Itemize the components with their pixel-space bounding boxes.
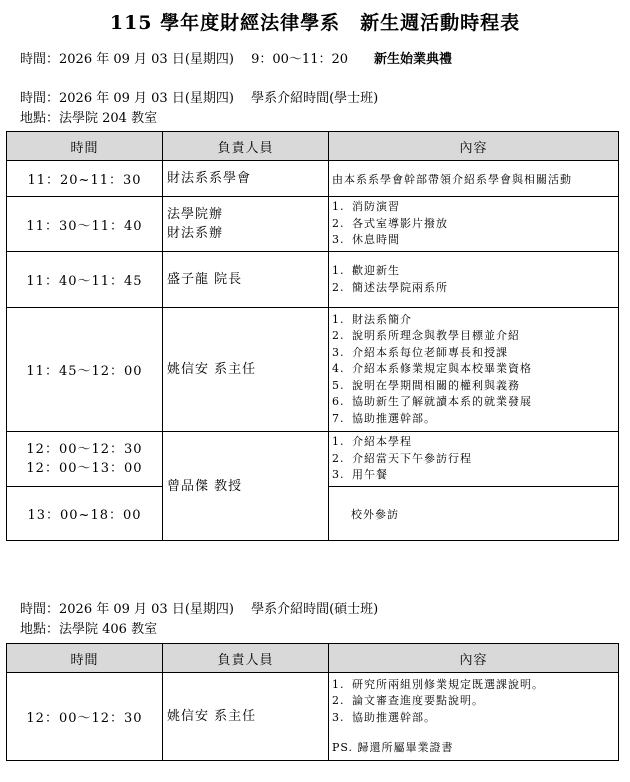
row-person [163, 308, 329, 432]
header-time: 時間 [7, 132, 163, 161]
list-item: 1. 研究所兩組別修業規定既選課說明。 [332, 677, 544, 691]
list-item: 4. 介紹本系修業規定與本校畢業資格 [332, 362, 532, 376]
row-time: 11：45～12：00 [7, 308, 163, 432]
row-content [329, 432, 619, 487]
row-content [329, 308, 619, 432]
person-name: 曾品傑 教授 [167, 478, 243, 494]
list-item: 2. 論文審查進度要點說明。 [332, 694, 484, 708]
header-time: 時間 [7, 644, 163, 673]
row-content [329, 161, 619, 197]
master-schedule-table [6, 643, 619, 761]
list-item: 5. 說明在學期間相關的權利與義務 [332, 378, 520, 392]
list-item: 7. 協助推選幹部。 [332, 411, 436, 425]
table-header-row [7, 644, 619, 673]
row-content [329, 673, 619, 761]
list-item: 1. 歡迎新生 [332, 264, 400, 277]
list-item: 3. 介紹本系每位老師專長和授課 [332, 345, 508, 359]
person-name: 財法系辦 [167, 226, 224, 241]
table-row [7, 197, 619, 252]
person-name: 姚信安 系主任 [167, 362, 257, 377]
header-person: 負責人員 [163, 644, 329, 673]
master-time-line: 時間：2026 年 09 月 03 日(星期四) 學系介紹時間(碩士班) [20, 602, 379, 617]
header-content: 內容 [329, 644, 619, 673]
table-row [7, 673, 619, 761]
content-text: 由本系系學會幹部帶領介紹系學會與相關活動 [332, 172, 572, 186]
bachelor-time-line: 時間：2026 年 09 月 03 日(星期四) 學系介紹時間(學士班) [20, 91, 379, 106]
list-item: 1. 財法系簡介 [332, 312, 412, 326]
header-content: 內容 [329, 132, 619, 161]
opening-time: 時間：2026 年 09 月 03 日(星期四) 9：00～11：20 [20, 52, 349, 67]
list-item: 2. 簡述法學院兩系所 [332, 280, 448, 294]
row-time: 13：00~18：00 [7, 487, 163, 541]
content-text: 校外參訪 [351, 507, 399, 521]
list-item: 6. 協助新生了解就讀本系的就業發展 [332, 395, 532, 409]
page-title: 115 學年度財經法律學系 新生週活動時程表 [109, 12, 521, 34]
person-name: 財法系系學會 [167, 171, 252, 186]
row-content [329, 252, 619, 308]
list-item: 1. 介紹本學程 [332, 435, 412, 449]
list-item: 2. 各式室導影片撥放 [332, 216, 448, 230]
row-time [7, 432, 163, 487]
list-item: 3. 休息時間 [332, 233, 400, 247]
table-header-row [7, 132, 619, 161]
opening-event: 新生始業典禮 [374, 52, 453, 67]
header-person: 負責人員 [163, 132, 329, 161]
row-person [163, 197, 329, 252]
table-row [7, 432, 619, 487]
time-line: 12：00～13：00 [26, 461, 143, 476]
row-person [163, 252, 329, 308]
bachelor-location-line: 地點：法學院 204 教室 [20, 111, 158, 126]
table-row [7, 308, 619, 432]
row-person [163, 161, 329, 197]
person-name: 姚信安 系主任 [167, 709, 257, 724]
table-row [7, 252, 619, 308]
row-time: 11：30～11：40 [7, 197, 163, 252]
list-item: 2. 介紹當天下午參訪行程 [332, 451, 472, 465]
row-time: 12：00～12：30 [7, 673, 163, 761]
row-content [329, 487, 619, 541]
row-time: 11：40～11：45 [7, 252, 163, 308]
table-row [7, 161, 619, 197]
list-item: 2. 說明系所理念與教學目標並介紹 [332, 329, 520, 343]
ps-note: PS. 歸還所屬畢業證書 [332, 741, 454, 755]
opening-ceremony-line [20, 52, 452, 68]
list-item: 1. 消防演習 [332, 200, 400, 214]
list-item: 3. 協助推選幹部。 [332, 710, 436, 724]
row-content [329, 197, 619, 252]
person-name: 法學院辦 [167, 207, 224, 222]
person-name: 盛子龍 院長 [167, 272, 243, 287]
master-location-line: 地點：法學院 406 教室 [20, 622, 158, 637]
row-person [163, 673, 329, 761]
row-person [163, 432, 329, 541]
list-item: 3. 用午餐 [332, 468, 388, 482]
time-line: 12：00～12：30 [26, 442, 143, 457]
bachelor-schedule-table [6, 131, 619, 541]
row-time: 11：20~11：30 [7, 161, 163, 197]
